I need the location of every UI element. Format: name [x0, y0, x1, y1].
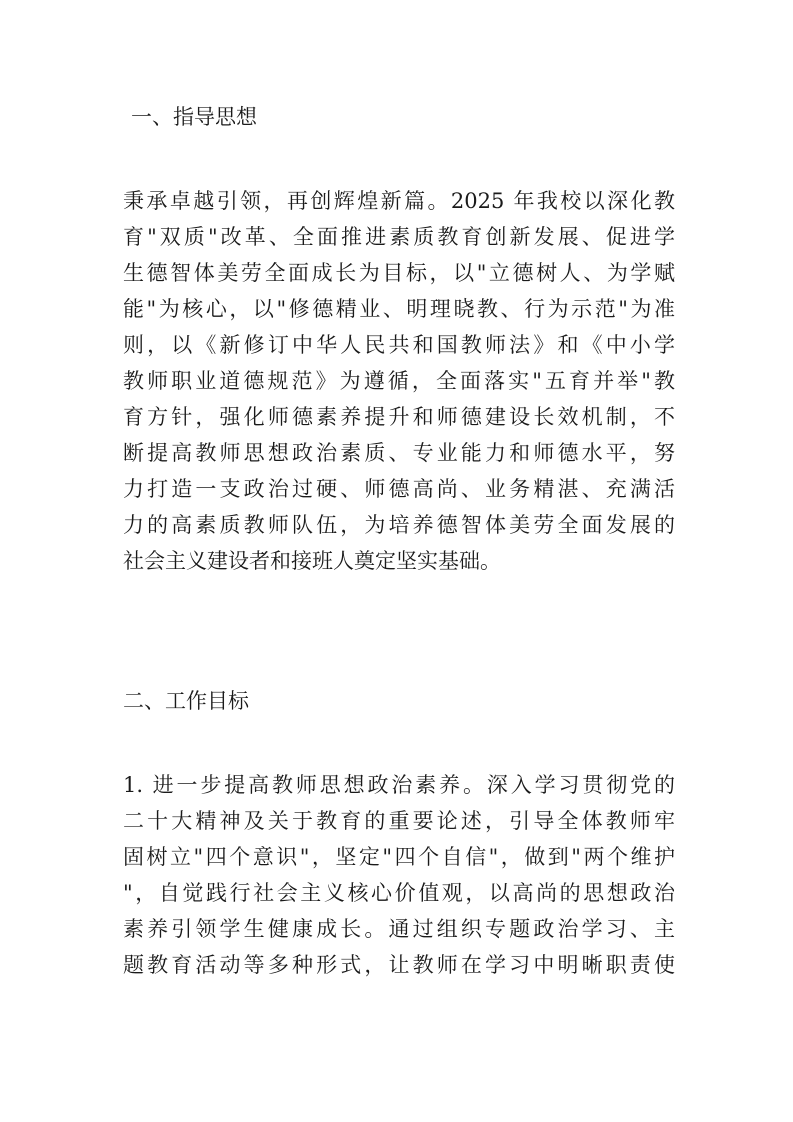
paragraph-line: 力打造一支政治过硬、师德高尚、业务精湛、充满活: [123, 477, 675, 501]
section-heading-work-goals: 二、工作目标: [123, 689, 249, 713]
work-goals-paragraph: [123, 767, 683, 983]
paragraph-line: "，自觉践行社会主义核心价值观，以高尚的思想政治: [123, 881, 675, 905]
section-heading-guiding-ideology: 一、指导思想: [131, 105, 257, 129]
paragraph-line: 断提高教师思想政治素质、专业能力和师德水平，努: [123, 441, 675, 465]
paragraph-line: 社会主义建设者和接班人奠定坚实基础。: [123, 549, 501, 573]
guiding-ideology-paragraph: [123, 183, 683, 579]
paragraph-line: 育方针，强化师德素养提升和师德建设长效机制，不: [123, 405, 675, 429]
paragraph-line: 育"双质"改革、全面推进素质教育创新发展、促进学: [123, 225, 675, 249]
paragraph-line: 1. 进一步提高教师思想政治素养。深入学习贯彻党的: [123, 773, 675, 797]
paragraph-line: 则，以《新修订中华人民共和国教师法》和《中小学: [123, 333, 675, 357]
paragraph-line: 题教育活动等多种形式，让教师在学习中明晰职责使: [123, 953, 675, 977]
paragraph-line: 能"为核心，以"修德精业、明理晓教、行为示范"为准: [123, 297, 675, 321]
paragraph-line: 力的高素质教师队伍，为培养德智体美劳全面发展的: [123, 513, 675, 537]
paragraph-line: 固树立"四个意识"，坚定"四个自信"，做到"两个维护: [123, 845, 675, 869]
paragraph-line: 秉承卓越引领，再创辉煌新篇。2025 年我校以深化教: [123, 189, 675, 213]
paragraph-line: 二十大精神及关于教育的重要论述，引导全体教师牢: [123, 809, 675, 833]
paragraph-line: 教师职业道德规范》为遵循，全面落实"五育并举"教: [123, 369, 675, 393]
paragraph-line: 素养引领学生健康成长。通过组织专题政治学习、主: [123, 917, 675, 941]
paragraph-line: 生德智体美劳全面成长为目标，以"立德树人、为学赋: [123, 261, 675, 285]
